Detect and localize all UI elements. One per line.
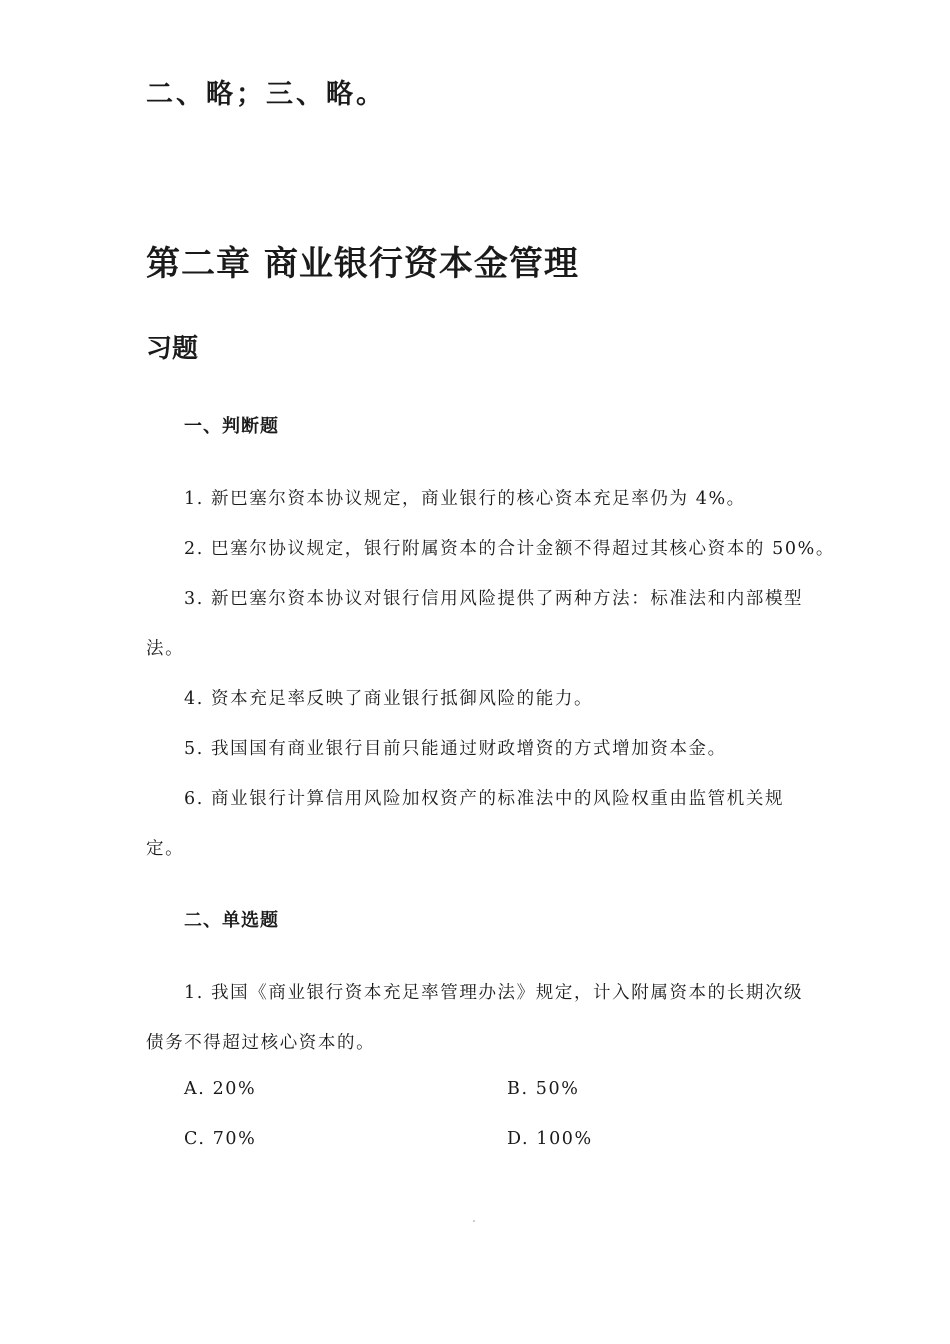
chapter-title: 第二章 商业银行资本金管理 — [146, 244, 579, 284]
tf-item-5: 5. 我国国有商业银行目前只能通过财政增资的方式增加资本金。 — [184, 739, 727, 759]
tf-item-2: 2. 巴塞尔协议规定，银行附属资本的合计金额不得超过其核心资本的 50%。 — [184, 539, 835, 559]
section-title: 习题 — [146, 334, 199, 364]
page-speck — [473, 1220, 475, 1222]
multiple-choice-heading: 二、单选题 — [184, 910, 279, 931]
mc-question-line-2: 债务不得超过核心资本的。 — [146, 1033, 376, 1053]
mc-option-b: B. 50% — [507, 1079, 580, 1099]
top-line: 二、略；三、略。 — [146, 79, 386, 110]
mc-option-d: D. 100% — [507, 1129, 593, 1149]
tf-item-3-continued: 法。 — [146, 639, 185, 659]
tf-item-1: 1. 新巴塞尔资本协议规定，商业银行的核心资本充足率仍为 4%。 — [184, 489, 746, 509]
tf-item-6: 6. 商业银行计算信用风险加权资产的标准法中的风险权重由监管机关规 — [184, 789, 785, 809]
mc-option-c: C. 70% — [184, 1129, 257, 1149]
true-false-heading: 一、判断题 — [184, 416, 279, 437]
mc-question-line-1: 1. 我国《商业银行资本充足率管理办法》规定，计入附属资本的长期次级 — [184, 983, 804, 1003]
tf-item-6-continued: 定。 — [146, 839, 185, 859]
tf-item-3: 3. 新巴塞尔资本协议对银行信用风险提供了两种方法：标准法和内部模型 — [184, 589, 804, 609]
tf-item-4: 4. 资本充足率反映了商业银行抵御风险的能力。 — [184, 689, 594, 709]
mc-option-a: A. 20% — [184, 1079, 257, 1099]
